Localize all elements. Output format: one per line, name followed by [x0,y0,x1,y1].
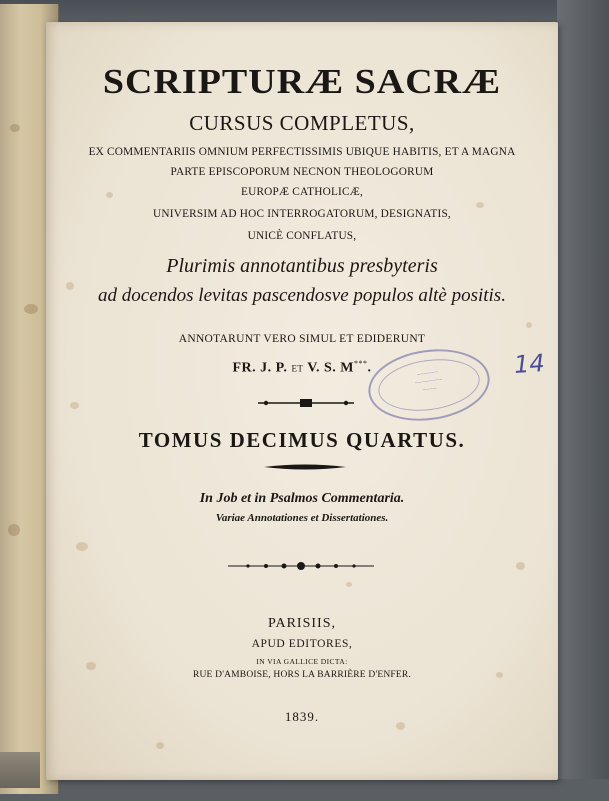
ornament-flourish [226,558,376,574]
italic-line: Plurimis annotantibus presbyteris [166,255,438,277]
editors-et: ET [291,363,304,374]
contents-subline: Variae Annotationes et Dissertationes. [215,512,389,524]
foxing-spot [156,742,164,749]
cover-corner [0,752,40,788]
stamp-text: ~~~~~~ ~~~~~~~~ ~~~~ [414,369,443,394]
cover-stain [24,304,38,314]
editors-superscript: *** [354,359,368,368]
tome-title: TOMUS DECIMUS QUARTUS. [138,428,466,452]
cover-stain [10,124,20,132]
ornament-rule-2 [262,462,348,472]
foxing-spot [346,582,352,587]
foxing-spot [70,402,79,409]
foxing-spot [76,542,88,551]
imprint-place: PARISIIS, [267,616,336,631]
imprint-publisher: APUD EDITORES, [251,638,353,650]
contents-line: In Job et in Psalmos Commentaria. [199,491,405,506]
book-subtitle: CURSUS COMPLETUS, [189,111,415,135]
foxing-spot [526,322,532,328]
description-line: UNIVERSIM AD HOC INTERROGATORUM, DESIGNATIS, [153,208,451,220]
foxing-spot [516,562,525,570]
imprint-via: IN VIA GALLICE DICTA: [256,657,348,666]
ornament-rule-1 [256,396,356,410]
imprint-street: RUE D'AMBOISE, HORS LA BARRIÈRE D'ENFER. [192,670,412,680]
cover-stain [8,524,20,536]
handwritten-number: 14 [513,348,546,380]
description-line: EX COMMENTARIIS OMNIUM PERFECTISSIMIS UBIQUE HABITIS, ET A MAGNA [88,146,516,158]
editors-period: . [367,360,372,376]
description-line: UNICÈ CONFLATUS, [247,230,357,242]
background-bottom [0,779,609,801]
description-line: EUROPÆ CATHOLICÆ, [240,186,364,198]
italic-line: ad docendos levitas pascendosve populos altè positis. [98,285,506,306]
book-title: SCRIPTURÆ SACRÆ [102,62,502,102]
annotation-line: ANNOTARUNT VERO SIMUL ET EDIDERUNT [178,333,426,345]
background-right [557,0,609,801]
description-line: PARTE EPISCOPORUM NECNON THEOLOGORUM [170,166,434,178]
editors-first: FR. J. P. [232,360,288,376]
editors-second: V. S. M [307,360,354,376]
imprint-year: 1839. [284,709,320,724]
